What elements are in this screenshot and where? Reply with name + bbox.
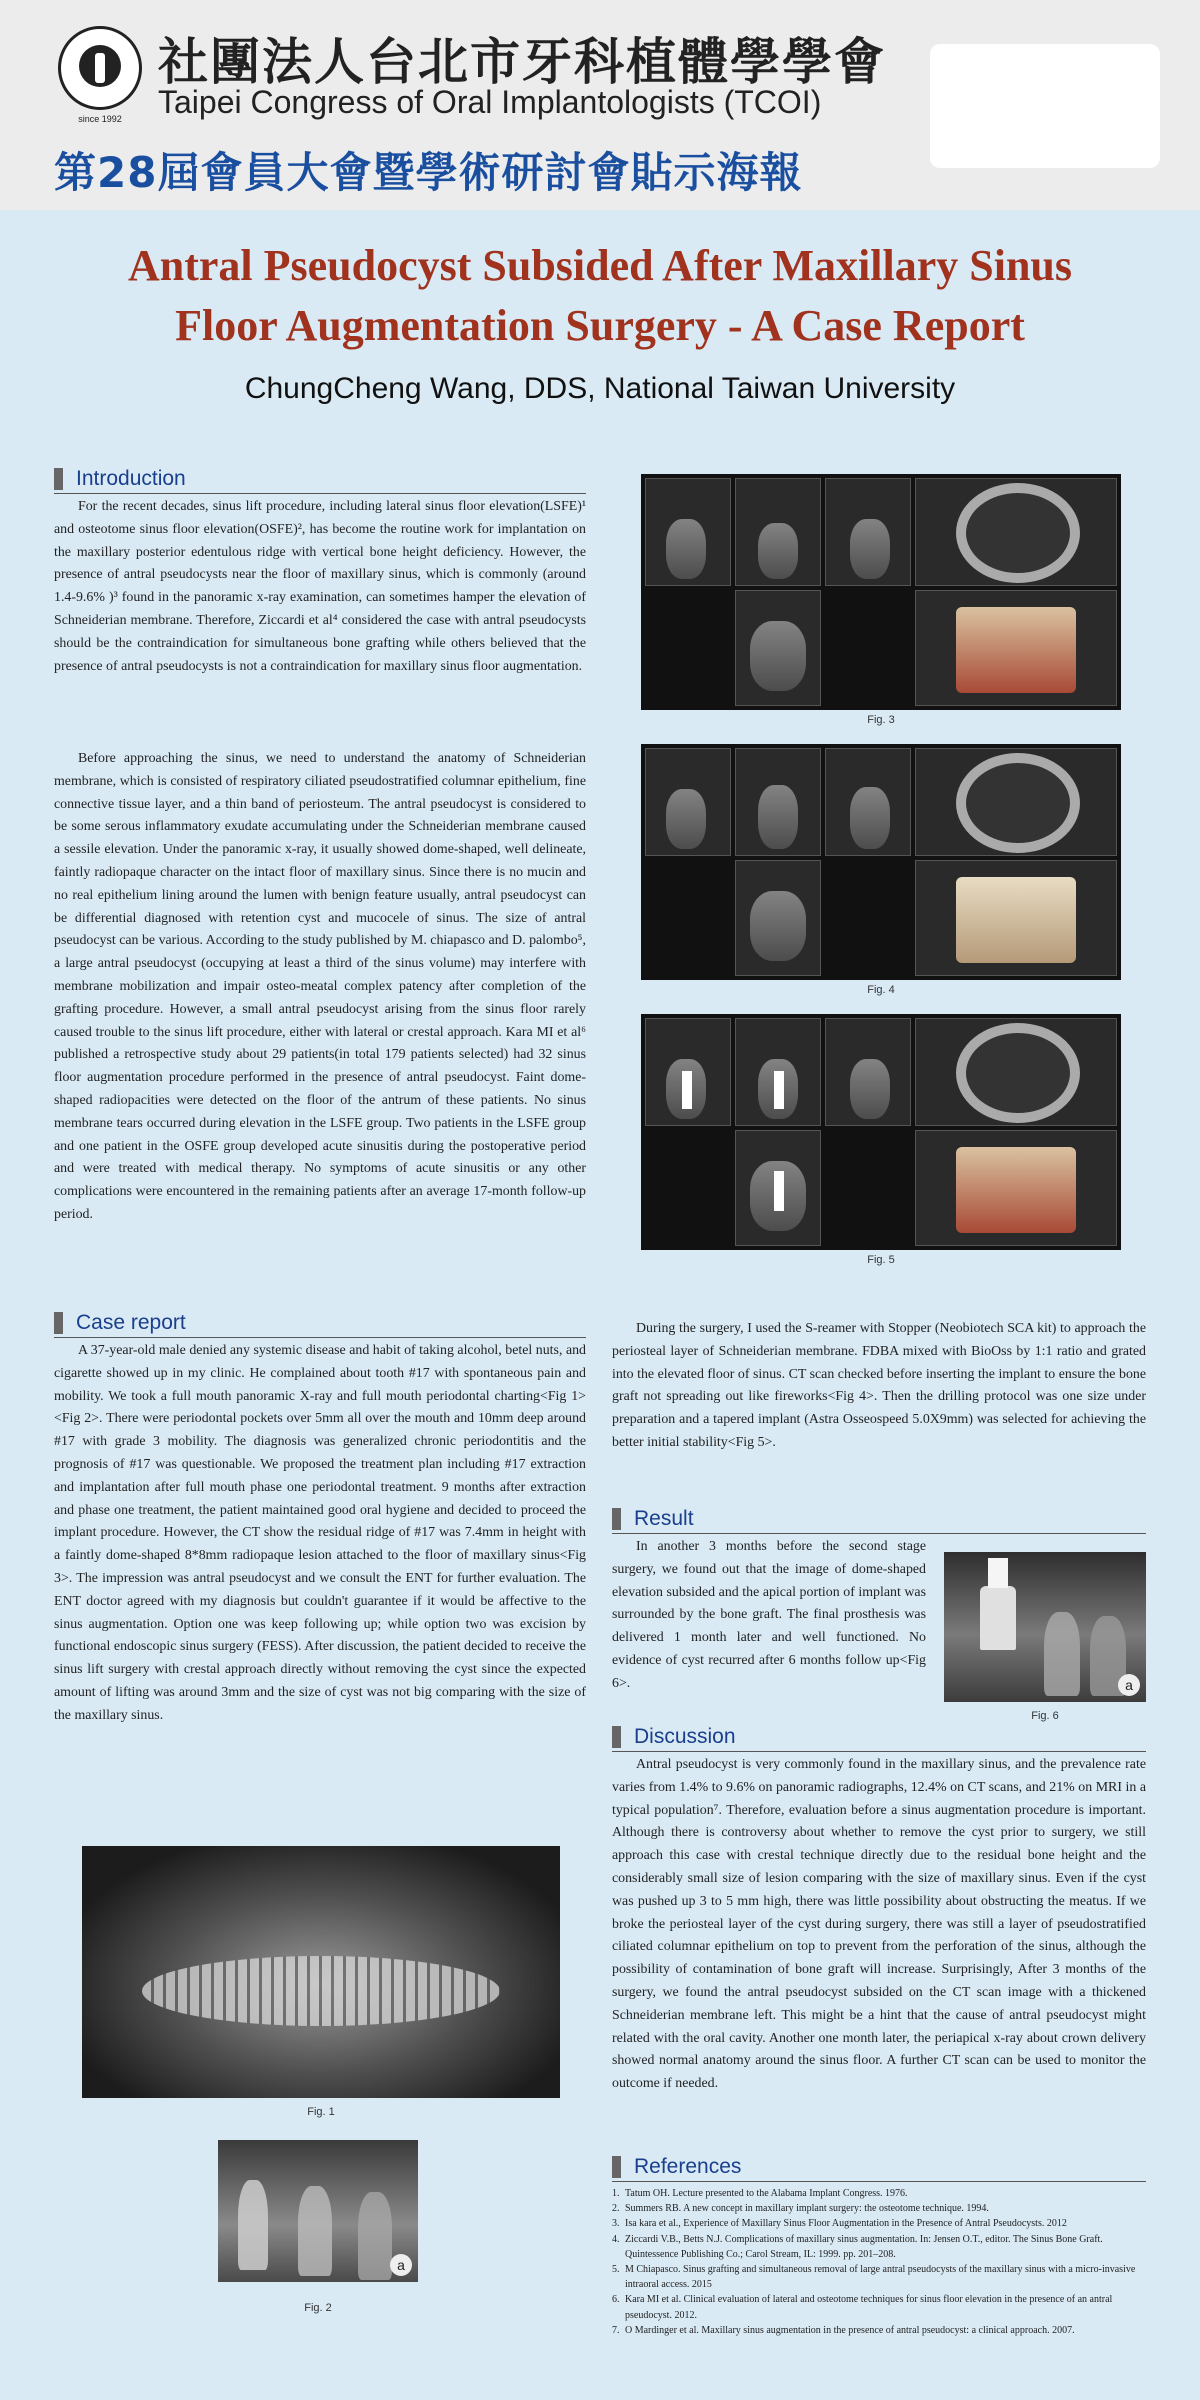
tooth-shape: [358, 2192, 392, 2280]
fig2-caption: Fig. 2: [304, 2302, 332, 2314]
skull-3d: [956, 1147, 1076, 1233]
section-result: Result: [612, 1506, 1146, 1534]
tooth-shape: [238, 2180, 268, 2270]
fig6-caption: Fig. 6: [1031, 1710, 1059, 1722]
tooth-icon: [95, 53, 105, 83]
bone-shape: [850, 519, 890, 579]
ct-axial-view: [915, 478, 1117, 586]
reference-text: Tatum OH. Lecture presented to the Alabama Implant Congress. 1976.: [625, 2188, 908, 2199]
section-references: References: [612, 2154, 1146, 2182]
bone-shape: [850, 1059, 890, 1119]
reference-number: 6.: [612, 2294, 620, 2306]
reference-text: O Mardinger et al. Maxillary sinus augmentation in the presence of antral pseudocyst: a clinical approach. 2007.: [625, 2324, 1075, 2336]
bone-shape: [750, 891, 806, 961]
ct-3d-view: [915, 590, 1117, 706]
poster-id-box: [930, 44, 1160, 168]
reference-text: Ziccardi V.B., Betts N.J. Complications of maxillary sinus augmentation. In: Jensen O.T., editor. The Sinus Bone Graft. Quintessence Publishing Co.; Carol Stream, IL: 1999. pp. 201–208.: [625, 2233, 1103, 2260]
implant-fixture: [988, 1558, 1008, 1588]
ct-panoramic-slice: [735, 590, 821, 706]
ct-3d-view: [915, 1130, 1117, 1246]
intro-paragraph-1: For the recent decades, sinus lift procedure, including lateral sinus floor elevation(LSFE)¹ and osteotome sinus floor elevation(OSFE)², has become the routine work for implantation on the maxillary posterior edentulous ridge with vertical bone height deficiency. However, the presence of antral pseudocysts near the floor of maxillary sinus, which is commonly (around 1.4-9.6% )³ found in the panoramic x-ray examination, can sometimes hamper the elevation of Schneiderian membrane. Therefore, Ziccardi et al⁴ considered the case with antral pseudocysts should be the contraindication for simultaneous bone grafting while others believed that the presence of antral pseudocysts is not a contraindication for maxillary sinus floor augmentation.: [54, 499, 586, 674]
teeth-row: [142, 1956, 500, 2026]
reference-number: 1.: [612, 2188, 620, 2199]
ct-slice: [735, 478, 821, 586]
reference-text: Summers RB. A new concept in maxillary implant surgery: the osteotome technique. 1994.: [625, 2203, 989, 2215]
author-line: ChungCheng Wang, DDS, National Taiwan University: [244, 372, 956, 405]
arch-shape: [956, 753, 1080, 853]
skull-3d: [956, 607, 1076, 693]
reference-item: [612, 2292, 1146, 2322]
ct-3d-view: [915, 860, 1117, 976]
reference-list: [612, 2186, 1146, 2338]
reference-text: Kara MI et al. Clinical evaluation of lateral and osteotome techniques for sinus floor elevation in the presence of an antral pseudocyst. 2012.: [625, 2294, 1113, 2321]
result-paragraph: In another 3 months before the second stage surgery, we found out that the image of dome-shaped elevation subsided and the apical portion of implant was surrounded by the bone graft. The final prosthesis was delivered 1 month later and well functioned. No evidence of cyst recurred after 6 months follow up<Fig 6>.: [612, 1539, 926, 1691]
reference-item: [612, 2186, 1146, 2201]
bone-shape: [850, 787, 890, 849]
ct-panoramic-slice: [735, 860, 821, 976]
reference-item: [612, 2232, 1146, 2262]
badge-a-label: a: [390, 2254, 412, 2276]
case-report-paragraph: A 37-year-old male denied any systemic disease and habit of taking alcohol, betel nuts, and cigarette showed up in my clinic. He complained about tooth #17 with spontaneous pain and mobility. We took a full mouth panoramic X-ray and full mouth periodontal charting<Fig 1><Fig 2>. There were periodontal pockets over 5mm all over the mouth and 10mm deep around #17 with grade 3 mobility. The diagnosis was generalized chronic periodontitis and the prognosis of #17 was questionable. We proposed the treatment plan including #17 extraction and implantation after full mouth phase one periodontal treatment. 9 months after extraction and phase one treatment, the patient maintained good oral hygiene and decided to proceed the implant procedure. However, the CT show the residual ridge of #17 was 7.4mm in height with a faintly dome-shaped 8*8mm radiopaque lesion attached to the floor of maxillary sinus<Fig 3>. The impression was antral pseudocyst and we consult the ENT for further evaluation. The ENT doctor agreed with my diagnosis but couldn't guarantee if it would be affective to the sinus augmentation. Option one was keep following up; while option two was excision by functional endoscopic sinus surgery (FESS). After discussion, the patient decided to receive the sinus lift surgery with crestal approach directly without removing the cyst since the expected amount of lifting was around 3mm and the size of cyst was not big comparing with the size of the maxillary sinus.: [54, 1343, 586, 1723]
skull-3d: [956, 877, 1076, 963]
reference-item: [612, 2262, 1146, 2292]
fig1-caption: Fig. 1: [307, 2106, 335, 2118]
title-line-1: Antral Pseudocyst Subsided After Maxillary Sinus: [127, 241, 1073, 290]
bone-shape: [758, 785, 798, 849]
reference-item: [612, 2216, 1146, 2231]
ct-slice: [735, 748, 821, 856]
reference-text: Isa kara et al., Experience of Maxillary Sinus Floor Augmentation in the Presence of Antral Pseudocysts. 2012: [625, 2218, 1067, 2230]
bone-shape: [758, 523, 798, 579]
fig3-caption: Fig. 3: [867, 714, 895, 726]
tooth-shape: [1044, 1612, 1080, 1696]
section-case-report: Case report: [54, 1310, 586, 1338]
section-discussion: Discussion: [612, 1724, 1146, 1752]
reference-number: 2.: [612, 2203, 620, 2215]
badge-a-label: a: [1118, 1674, 1140, 1696]
fig6-periapical-xray: [944, 1552, 1146, 1702]
tooth-shape: [298, 2186, 332, 2276]
org-name-chinese: 社團法人台北市牙科植體學學會: [158, 33, 886, 91]
fig2-periapical-xray: [218, 2140, 418, 2282]
title-line-2: Floor Augmentation Surgery - A Case Report: [175, 301, 1025, 350]
reference-number: 7.: [612, 2324, 620, 2336]
fig1-panoramic-xray: [82, 1846, 560, 2098]
ct-slice: [825, 478, 911, 586]
reference-number: 4.: [612, 2233, 620, 2245]
bone-shape: [750, 621, 806, 691]
ct-slice: [645, 478, 731, 586]
reference-number: 5.: [612, 2264, 620, 2276]
bone-shape: [666, 789, 706, 849]
bone-shape: [666, 519, 706, 579]
implant-crown: [980, 1586, 1016, 1650]
reference-text: M Chiapasco. Sinus grafting and simultaneous removal of large antral pseudocysts of the maxillary sinus with a micro-invasive intraoral access. 2015: [625, 2264, 1136, 2291]
reference-number: 3.: [612, 2218, 620, 2230]
surgery-paragraph: During the surgery, I used the S-reamer with Stopper (Neobiotech SCA kit) to approach the periosteal layer of Schneiderian membrane. FDBA mixed with BioOss by 1:1 ratio and grated into the elevated floor of sinus. CT scan checked before inserting the implant to ensure the bone graft not spreading out like fireworks<Fig 4>. Then the drilling protocol was one size under preparation and a tapered implant (Astra Osseospeed 5.0X9mm) was selected for achieving the better initial stability<Fig 5>.: [612, 1321, 1146, 1450]
tcoi-logo: [58, 26, 142, 110]
fig3-ct-scan: [641, 474, 1121, 710]
arch-shape: [956, 483, 1080, 583]
ct-slice: [735, 1018, 821, 1126]
event-title-chinese: 第28屆會員大會暨學術研討會貼示海報: [54, 148, 803, 197]
ct-slice: [825, 748, 911, 856]
ct-axial-view: [915, 1018, 1117, 1126]
fig4-ct-scan: [641, 744, 1121, 980]
ct-slice: [645, 748, 731, 856]
fig5-caption: Fig. 5: [867, 1254, 895, 1266]
ct-panoramic-slice: [735, 1130, 821, 1246]
fig4-caption: Fig. 4: [867, 984, 895, 996]
arch-shape: [956, 1023, 1080, 1123]
ct-slice: [825, 1018, 911, 1126]
implant-shape: [774, 1171, 784, 1211]
logo-since: since 1992: [78, 114, 122, 124]
reference-item: [612, 2323, 1146, 2338]
fig5-ct-scan: [641, 1014, 1121, 1250]
org-name-english: Taipei Congress of Oral Implantologists (TCOI): [158, 84, 822, 120]
section-introduction: Introduction: [54, 466, 586, 494]
ct-slice: [645, 1018, 731, 1126]
intro-paragraph-2: Before approaching the sinus, we need to understand the anatomy of Schneiderian membrane, which is consisted of respiratory ciliated pseudostratified columnar epithelium, fine connective tissue layer, and a thin band of periosteum. The antral pseudocyst is considered to be some serous inflammatory exudate accumulating under the Schneiderian membrane caused a sessile elevation. Under the panoramic x-ray, it usually showed dome-shaped, well delineate, faintly radiopaque character on the intact floor of maxillary sinus. Since there is no mucin and no real epithelium lining around the lumen with benign feature usually, antral pseudocyst can be differential diagnosed with retention cyst and mucocele of sinus. The size of antral pseudocyst can be various. According to the study published by M. chiapasco and D. palombo⁵, a large antral pseudocyst (occupying at least a third of the sinus volume) may interfere with membrane mobilization and impair osteo-meatal complex patency after completion of the grafting procedure. However, a small antral pseudocyst arising from the sinus floor rarely caused trouble to the sinus lift procedure, either with lateral or crestal approach. Kara MI et al⁶ published a retrospective study about 29 patients(in total 179 patients selected) had 32 sinus floor augmentation procedure performed in the presence of antral pseudocyst. Faint dome-shaped radiopacities were detected on the floor of the antrum of these patients. No sinus membrane tears occurred during elevation in the LSFE group. Two patients in the LSFE group and one patient in the OSFE group developed acute sinusitis during the postoperative period and were treated with medical therapy. No symptoms of acute sinusitis or any other complications were encountered in the remaining patients after an average 17-month follow-up period.: [54, 751, 586, 1222]
header-band: [0, 0, 1200, 210]
implant-shape: [682, 1071, 692, 1109]
poster-title: [40, 236, 1160, 356]
implant-shape: [774, 1071, 784, 1109]
reference-item: [612, 2201, 1146, 2216]
discussion-paragraph: Antral pseudocyst is very commonly found in the maxillary sinus, and the prevalence rate varies from 1.4% to 9.6% on panoramic radiographs, 12.4% on CT scans, and 21% on MRI in a typical population⁷. Therefore, evaluation before a sinus augmentation procedure is important. Although there is controversy about whether to remove the cyst prior to surgery, we still approach this case with crestal technique directly due to the residual bone height and the considerably small size of lesion comparing with the size of maxillary sinus. Even if the cyst was pushed up 3 to 5 mm high, there was little possibility about obstructing the meatus. If we broke the periosteal layer of the cyst during surgery, there was still a layer of pseudostratified ciliated columnar epithelium on top to prevent from the perforation of the sinus, although the possibility of contamination of bone graft will increase. Surprisingly, After 3 months of the surgery, we found the antral pseudocyst subsided on the CT scan image with a thickened Schneiderian membrane left. This might be a hint that the cause of antral pseudocyst might related with the oral cavity. Another one month later, the periapical x-ray about crown delivery showed normal anatomy around the sinus floor. A further CT scan can be used to monitor the outcome if needed.: [612, 1757, 1146, 2092]
ct-axial-view: [915, 748, 1117, 856]
